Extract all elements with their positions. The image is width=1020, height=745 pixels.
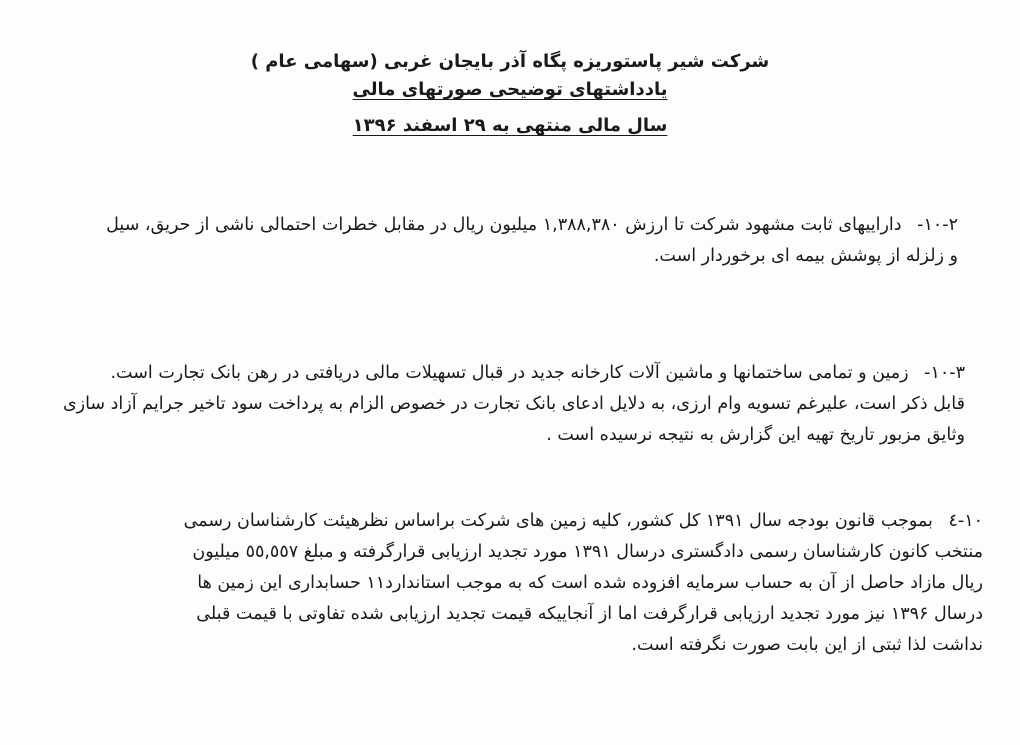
note-10-4 <box>66 506 983 661</box>
fiscal-period: سال مالی منتهی به ۲۹ اسفند ۱۳۹۶ <box>352 115 668 136</box>
note-paragraph-line <box>68 241 958 272</box>
note-text: بموجب قانون بودجه سال ۱۳۹۱ کل کشور، کلیه زمین های شرکت براساس نظرهیئت کارشناسان رسمی <box>183 511 933 531</box>
note-text: و زلزله از پوشش بیمه ای برخوردار است. <box>653 246 958 266</box>
note-text: زمین و تمامی ساختمانها و ماشین آلات کارخانه جدید در قبال تسهیلات مالی دریافتی در رهن بانک تجارت است. <box>110 363 909 383</box>
note-text: منتخب کانون کارشناسان رسمی دادگستری درسال ۱۳۹۱ مورد تجدید ارزیابی قرارگرفته و مبلغ ٥٥,٥٥۷ میلیون <box>192 542 983 562</box>
company-name: شرکت شیر پاستوریزه پگاه آذر بایجان غربی (سهامی عام ) <box>250 51 770 72</box>
note-text: وثایق مزبور تاریخ تهیه این گزارش به نتیجه نرسیده است . <box>546 425 965 445</box>
note-text: ریال مازاد حاصل از آن به حساب سرمایه افزوده شده است که به موجب استاندارد۱۱ حسابداری این زمین ها <box>197 573 983 593</box>
note-paragraph-line <box>52 420 965 451</box>
note-text: درسال ۱۳۹۶ نیز مورد تجدید ارزیابی قرارگرفت اما از آنجاییکه قیمت تجدید ارزیابی شده تفاوتی با قیمت قبلی <box>196 604 983 624</box>
note-text: نداشت لذا ثبتی از این بابت صورت نگرفته است. <box>631 635 983 655</box>
note-paragraph-line <box>66 506 983 537</box>
note-paragraph-line <box>68 210 958 241</box>
note-number: ۱۰-۲- <box>917 215 958 235</box>
note-number: ۱۰-۳- <box>924 363 965 383</box>
note-paragraph-line <box>66 599 983 630</box>
note-paragraph-line <box>66 537 983 568</box>
notes-title: یادداشتهای توضیحی صورتهای مالی <box>352 79 668 100</box>
note-paragraph-line <box>66 630 983 661</box>
note-text: دارایيهای ثابت مشهود شرکت تا ارزش ۱,۳۸۸,۳۸۰ میلیون ریال در مقابل خطرات احتمالی ناشی از حریق، سیل <box>106 215 902 235</box>
note-paragraph-line <box>52 358 965 389</box>
note-10-2 <box>68 210 958 272</box>
document-header <box>0 48 1020 148</box>
note-10-3 <box>52 358 965 451</box>
note-paragraph-line <box>66 568 983 599</box>
note-paragraph-line <box>52 389 965 420</box>
note-text: قابل ذکر است، علیرغم تسویه وام ارزی، به دلایل ادعای بانک تجارت در خصوص الزام به پرداخت سود تاخیر جرایم آزاد سازی <box>62 394 965 414</box>
note-number: ۱۰-٤ <box>948 511 983 531</box>
